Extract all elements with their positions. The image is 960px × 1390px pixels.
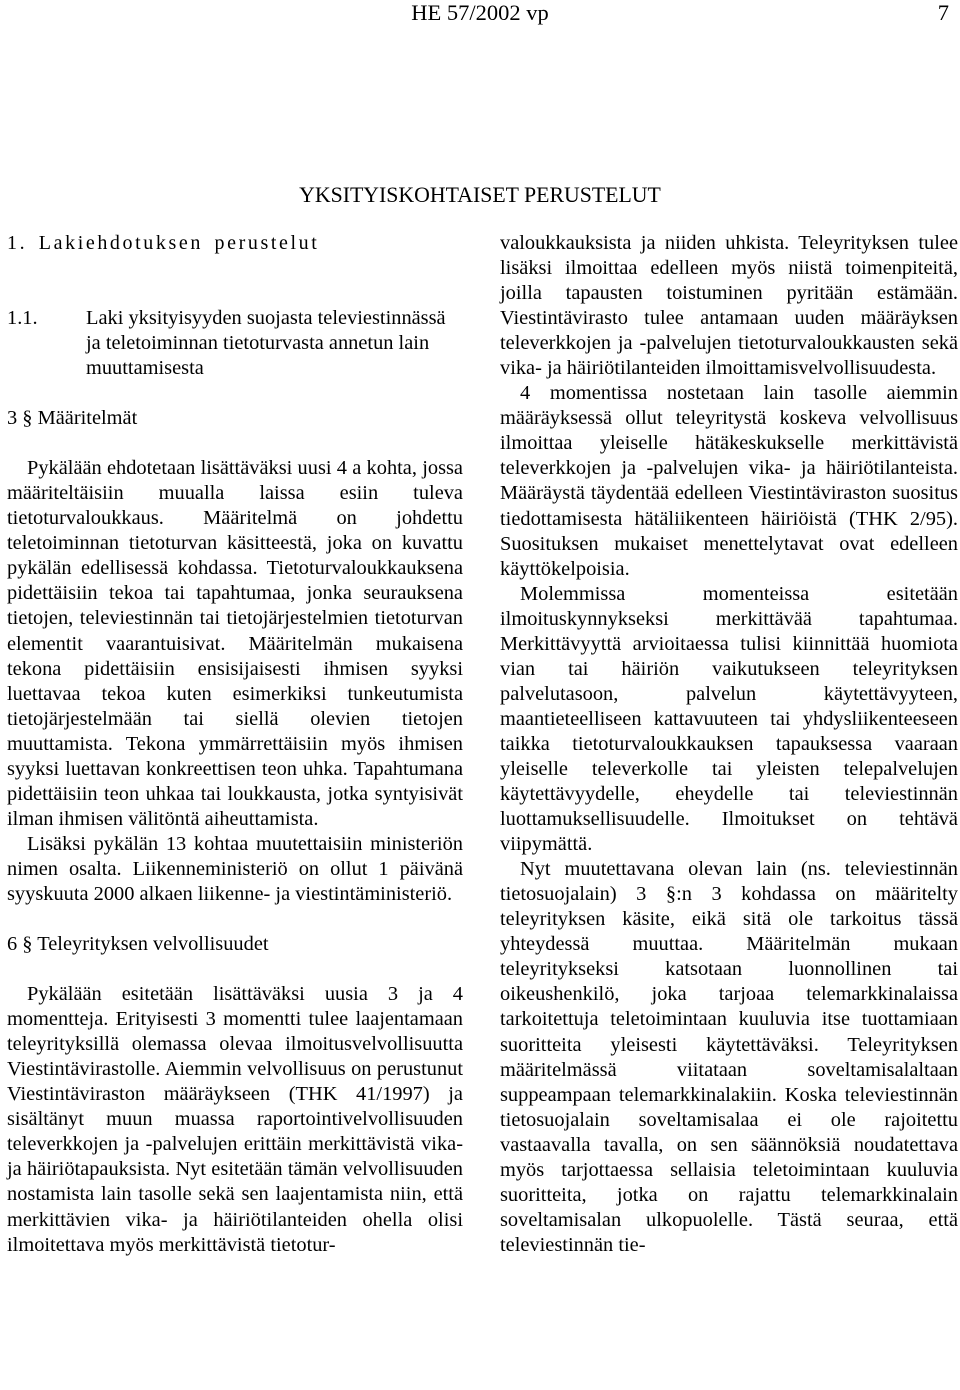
left-column	[7, 231, 463, 1258]
document-header-title: HE 57/2002 vp	[411, 0, 549, 25]
chapter-heading: 1. Lakiehdotuksen perustelut	[7, 232, 320, 254]
section-3-heading: 3 § Määritelmät	[7, 407, 138, 430]
subsection-heading	[7, 306, 463, 381]
right-paragraph-4: Nyt muutettavana olevan lain (ns. televiestinnän tietosuojalain) 3 §:n 3 kohdassa on määritelty teleyrityksen käsite, eikä sitä ole tarkoitus tässä yhteydessä muuttaa. Määritelmän mukaan teleyritykseksi katsotaan luonnollinen tai oikeushenkilö, joka tarjoaa telemarkkinalaissa tarkoitettuja teletoimintaan kuuluvia itse tuottamiaan suoritteita yleisesti käytettäväksi. Teleyrityksen määritelmässä viitataan soveltamisalaltaan suppeampaan telemarkkinalakiin. Koska televiestinnän tietosuojalain soveltamisalaa ei ole rajoitettu vastaavalla tavalla, on sen säännöksiä noudatettava myös tarjottaessa sellaisia teletoimintaan kuuluvia suoritteita, jotka on rajattu telemarkkinalain soveltamisalan ulkopuolelle. Tästä seuraa, että televiestinnän tie-	[500, 858, 958, 1256]
right-paragraph-2: 4 momentissa nostetaan lain tasolle aiemmin määräyksessä ollut teleyritystä koskeva velvollisuus ilmoittaa yleiselle hätäkeskukselle merkittävistä televerkkojen ja -palvelujen vika- ja häiriötilanteista. Määräystä täydentää edelleen Viestintäviraston suositus tiedottamisesta hätäliikenteen häiriöistä (THK 2/95). Suosituksen mukaiset menettelytavat ovat edelleen käyttökelpoisia.	[500, 382, 958, 580]
section-6-paragraph: Pykälään esitetään lisättäväksi uusia 3 ja 4 momentteja. Erityisesti 3 momentti tulee laajentamaan teleyrityksillä olemassa olevaa ilmoitusvelvollisuutta Viestintävirastolle. Aiemmin velvollisuus on perustunut Viestintäviraston määräykseen (THK 41/1997) ja sisältänyt muun muassa raportointivelvollisuuden televerkkojen ja -palvelujen erittäin merkittävistä vika- ja häiriötapauksista. Nyt esitetään tämän velvollisuuden nostamista lain tasolle sekä sen laajentamista niin, että merkittävien vika- ja häiriötilanteiden ohella olisi ilmoitettava myös merkittävistä tietotur-	[7, 983, 463, 1256]
page-number: 7	[937, 0, 949, 25]
section-3-paragraph: Pykälään ehdotetaan lisättäväksi uusi 4 a kohta, jossa määriteltäisiin muualla laissa esiin tuleva tietoturvaloukkaus. Määritelmä on johdettu teletoiminnan tietoturvan käsitteestä, joka on kuvattu pykälän edellisessä kohdassa. Tietoturvaloukkauksena pidettäisiin tekoa tai tapahtumaa, jonka seurauksena tietojen, televiestinnän tai tietojärjestelmien tietoturvan elementit vaarantuisivat. Määritelmän mukaisena tekona pidettäisiin ensisijaisesti ihmisen syyksi luettavaa tekoa kuten esimerkiksi tunkeutumista tietojärjestelmään tai siellä olevien tietojen muuttamista. Tekona ymmärrettäisiin myös ihmisen syyksi luettavan konkreettisen teon uhka. Tapahtumana pidettäisiin teon uhkaa tai loukkausta, jotka syntyisivät ilman ihmisen välitöntä aiheuttamista.	[7, 457, 463, 830]
section-6-heading: 6 § Teleyrityksen velvollisuudet	[7, 933, 269, 956]
section-heading: YKSITYISKOHTAISET PERUSTELUT	[299, 183, 661, 207]
subsection-number: 1.1.	[7, 307, 38, 329]
section-3-paragraph-2: Lisäksi pykälän 13 kohtaa muutettaisiin ministeriön nimen osalta. Liikenneministeriö on ollut 1 päivänä syyskuuta 2000 alkaen liikenne- ja viestintäministeriö.	[7, 832, 463, 905]
right-column	[500, 231, 958, 1258]
right-paragraph-3: Molemmissa momenteissa esitetään ilmoituskynnykseksi merkittävää tapahtumaa. Merkittävyyttä arvioitaessa tulisi kiinnittää huomiota vian tai häiriön vaikutukseen teleyrityksen palvelutasoon, palvelun käytettävyyteen, maantieteelliseen kattavuuteen tai yhdysliikenteeseen taikka tietoturvaloukkauksen tapauksessa vaaraan yleiselle televerkolle tai yleisten telepalvelujen käytettävyydelle, eheydelle tai televiestinnän luottamuksellisuudelle. Ilmoitukset on tehtävä viipymättä.	[500, 582, 958, 856]
right-paragraph-1: valoukkauksista ja niiden uhkista. Teleyrityksen tulee lisäksi ilmoittaa edelleen myös niistä toimenpiteitä, joilla tapausten toistuminen pyritään estämään. Viestintävirasto tulee antamaan uuden määräyksen televerkkojen ja -palvelujen tietoturvaloukkausten sekä vika- ja häiriötilanteiden ilmoittamisvelvollisuudesta.	[500, 232, 958, 380]
subsection-title: Laki yksityisyyden suojasta televiestinnässä ja teletoiminnan tietoturvasta annetun lain muuttamisesta	[86, 307, 446, 380]
